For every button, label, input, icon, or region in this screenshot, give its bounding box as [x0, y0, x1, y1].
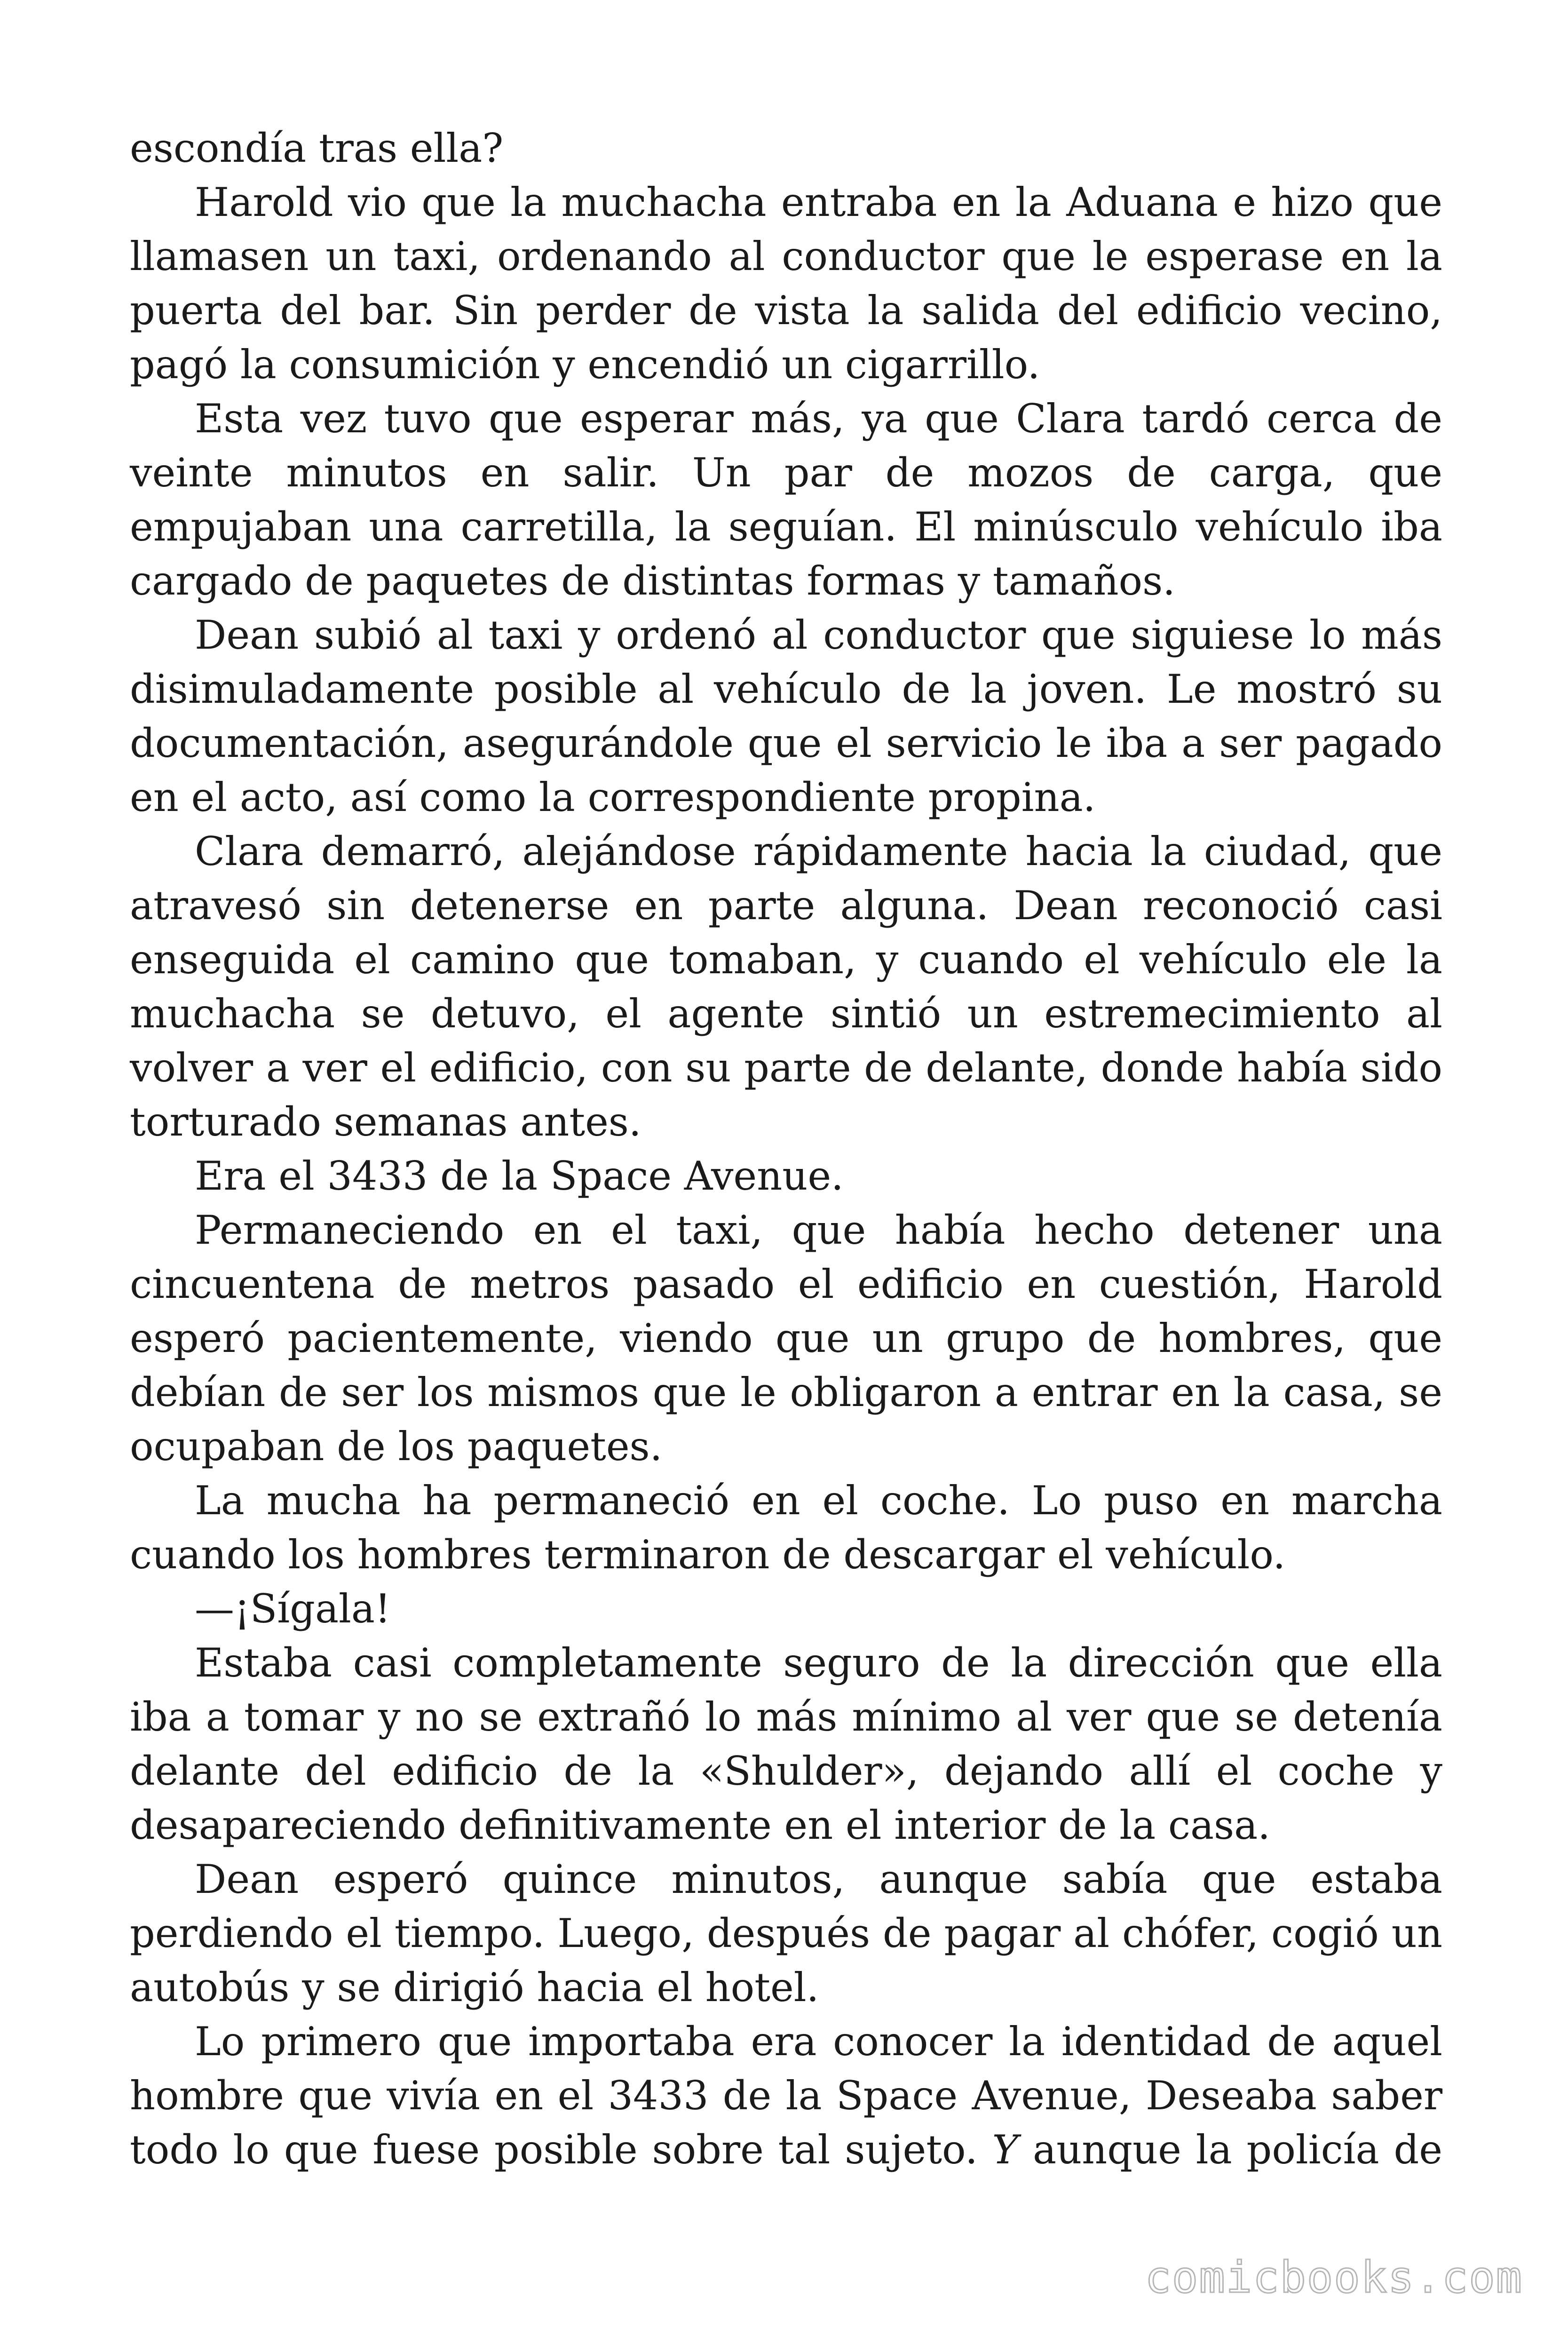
dialogue-line: —¡Sígala!: [195, 1586, 391, 1632]
paragraph-12: [130, 2015, 1442, 2177]
paragraph-4: Dean subió al taxi y ordenó al conductor que siguiese lo más disimuladamente posible al vehículo de la joven. Le mostró su documentación, asegurándole que el servicio le iba a ser pagado en el acto, así como la correspondiente propina.: [130, 612, 1442, 820]
paragraph-7: Permaneciendo en el taxi, que había hecho detener una cincuentena de metros pasado el edificio en cuestión, Harold esperó pacientemente, viendo que un grupo de hombres, que debían de ser los mismos que le obligaron a entrar en la casa, se ocupaban de los paquetes.: [130, 1207, 1442, 1470]
paragraph-11: Dean esperó quince minutos, aunque sabía que estaba perdiendo el tiempo. Luego, después de pagar al chófer, cogió un autobús y se dirigió hacia el hotel.: [130, 1856, 1442, 2010]
paragraph-2: Harold vio que la muchacha entraba en la Aduana e hizo que llamasen un taxi, ordenando al conductor que le esperase en la puerta del bar. Sin perder de vista la salida del edificio vecino, pagó la consumición y encendió un cigarrillo.: [130, 179, 1442, 388]
paragraph-1: escondía tras ella?: [130, 125, 504, 171]
paragraph-12-text-b: aunque la policía de: [1018, 2127, 1442, 2173]
paragraph-10: Estaba casi completamente seguro de la dirección que ella iba a tomar y no se extrañó lo más mínimo al ver que se detenía delante del edificio de la «Shulder», dejando allí el coche y desapareciendo definitivamente en el interior de la casa.: [130, 1640, 1442, 1848]
paragraph-3: Esta vez tuvo que esperar más, ya que Clara tardó cerca de veinte minutos en salir. Un par de mozos de carga, que empujaban una carretilla, la seguían. El minúsculo vehículo iba cargado de paquetes de distintas formas y tamaños.: [130, 396, 1442, 604]
book-page: [130, 121, 1442, 2177]
paragraph-12-italic: Y: [992, 2127, 1019, 2173]
paragraph-8: La mucha ha permaneció en el coche. Lo puso en marcha cuando los hombres terminaron de descargar el vehículo.: [130, 1478, 1442, 1578]
paragraph-5: Clara demarró, alejándose rápidamente hacia la ciudad, que atravesó sin detenerse en parte alguna. Dean reconoció casi enseguida el camino que tomaban, y cuando el vehículo ele la muchacha se detuvo, el agente sintió un estremecimiento al volver a ver el edificio, con su parte de delante, donde había sido torturado semanas antes.: [130, 828, 1442, 1145]
paragraph-6: Era el 3433 de la Space Avenue.: [195, 1153, 844, 1199]
site-watermark: comicbooks.com: [1145, 2252, 1523, 2303]
paragraph-12-text-a: Lo primero que importaba era conocer la identidad de aquel hombre que vivía en el 3433 de la Space Avenue, Deseaba saber todo lo que fuese posible sobre tal sujeto.: [130, 2018, 1442, 2173]
